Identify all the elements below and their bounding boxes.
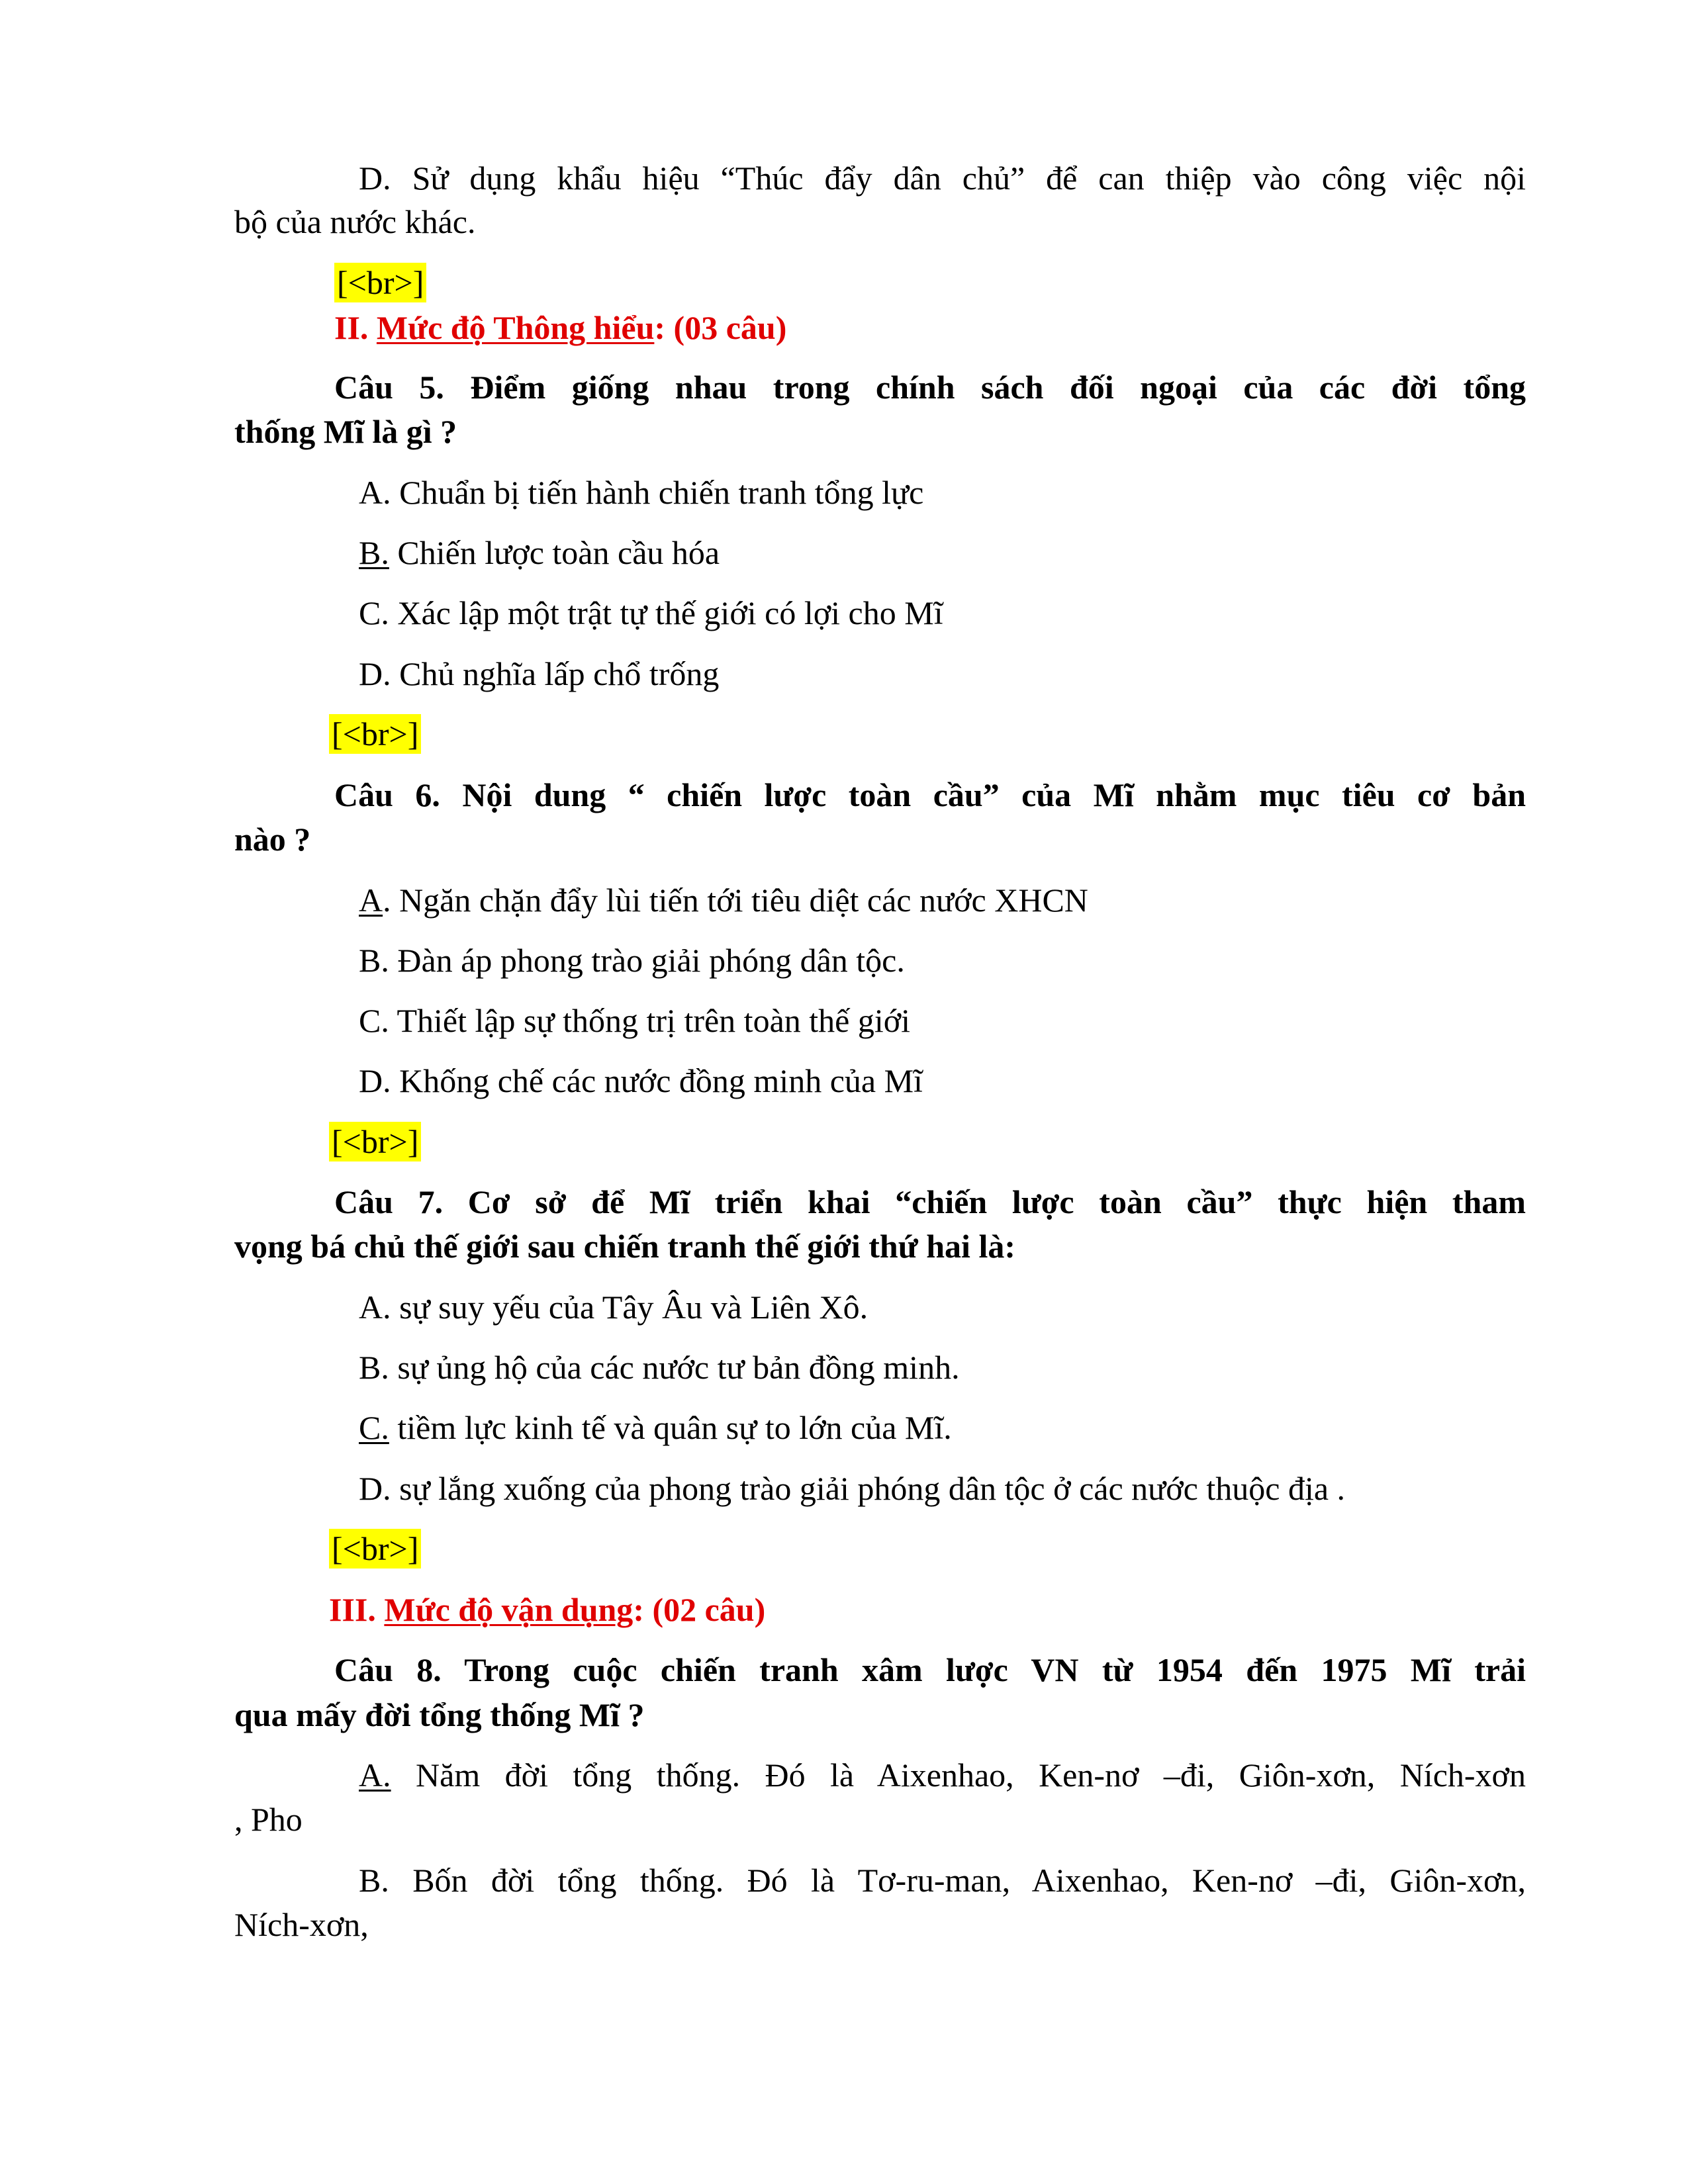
br-marker: [<br>] (334, 266, 426, 299)
q5-option-a: A. Chuẩn bị tiến hành chiến tranh tổng lực (359, 474, 924, 511)
q8-option-a-answer-line1: A. Năm đời tổng thống. Đó là Aixenhao, Ken-nơ –đi, Giôn-xơn, Ních-xơn (359, 1756, 1526, 1794)
q5-option-b-answer: B. Chiến lược toàn cầu hóa (359, 534, 720, 571)
q7-option-b: B. sự ủng hộ của các nước tư bản đồng minh. (359, 1349, 960, 1386)
question-5-line2: thống Mĩ là gì ? (234, 413, 457, 450)
section-heading-application: III. Mức độ vận dụng: (02 câu) (329, 1591, 766, 1628)
q6-option-c: C. Thiết lập sự thống trị trên toàn thế giới (359, 1002, 911, 1039)
q5-option-d: D. Chủ nghĩa lấp chổ trống (359, 655, 720, 692)
q8-option-b-line1: B. Bốn đời tổng thống. Đó là Tơ-ru-man, Aixenhao, Ken-nơ –đi, Giôn-xơn, (359, 1862, 1526, 1899)
q8-option-a-line2: , Pho (234, 1801, 303, 1838)
question-6-line1: Câu 6. Nội dung “ chiến lược toàn cầu” của Mĩ nhằm mục tiêu cơ bản (334, 776, 1526, 813)
section-heading-comprehension: II. Mức độ Thông hiểu: (03 câu) (334, 309, 787, 346)
q8-option-b-line2: Ních-xơn, (234, 1906, 369, 1943)
br-marker: [<br>] (329, 717, 421, 751)
q5-option-c: C. Xác lập một trật tự thế giới có lợi cho Mĩ (359, 594, 943, 631)
question-7-line2: vọng bá chủ thế giới sau chiến tranh thế giới thứ hai là: (234, 1228, 1015, 1265)
prev-option-d-line1: D. Sử dụng khẩu hiệu “Thúc đẩy dân chủ” để can thiệp vào công việc nội (359, 159, 1526, 197)
question-5-line1: Câu 5. Điểm giống nhau trong chính sách đối ngoại của các đời tổng (334, 369, 1526, 406)
q6-option-d: D. Khống chế các nước đồng minh của Mĩ (359, 1062, 923, 1099)
prev-option-d-line2: bộ của nước khác. (234, 203, 476, 240)
q6-option-a-answer: A. Ngăn chặn đẩy lùi tiến tới tiêu diệt các nước XHCN (359, 882, 1088, 919)
question-6-line2: nào ? (234, 821, 311, 858)
question-8-line2: qua mấy đời tổng thống Mĩ ? (234, 1696, 645, 1733)
br-marker: [<br>] (329, 1125, 421, 1158)
q7-option-d: D. sự lắng xuống của phong trào giải phóng dân tộc ở các nước thuộc địa . (359, 1470, 1346, 1507)
br-marker: [<br>] (329, 1532, 421, 1565)
q6-option-b: B. Đàn áp phong trào giải phóng dân tộc. (359, 942, 905, 979)
q7-option-a: A. sự suy yếu của Tây Âu và Liên Xô. (359, 1289, 868, 1326)
question-7-line1: Câu 7. Cơ sở để Mĩ triển khai “chiến lược toàn cầu” thực hiện tham (334, 1183, 1526, 1220)
question-8-line1: Câu 8. Trong cuộc chiến tranh xâm lược VN từ 1954 đến 1975 Mĩ trải (334, 1651, 1526, 1688)
q7-option-c-answer: C. tiềm lực kinh tế và quân sự to lớn của Mĩ. (359, 1409, 952, 1446)
